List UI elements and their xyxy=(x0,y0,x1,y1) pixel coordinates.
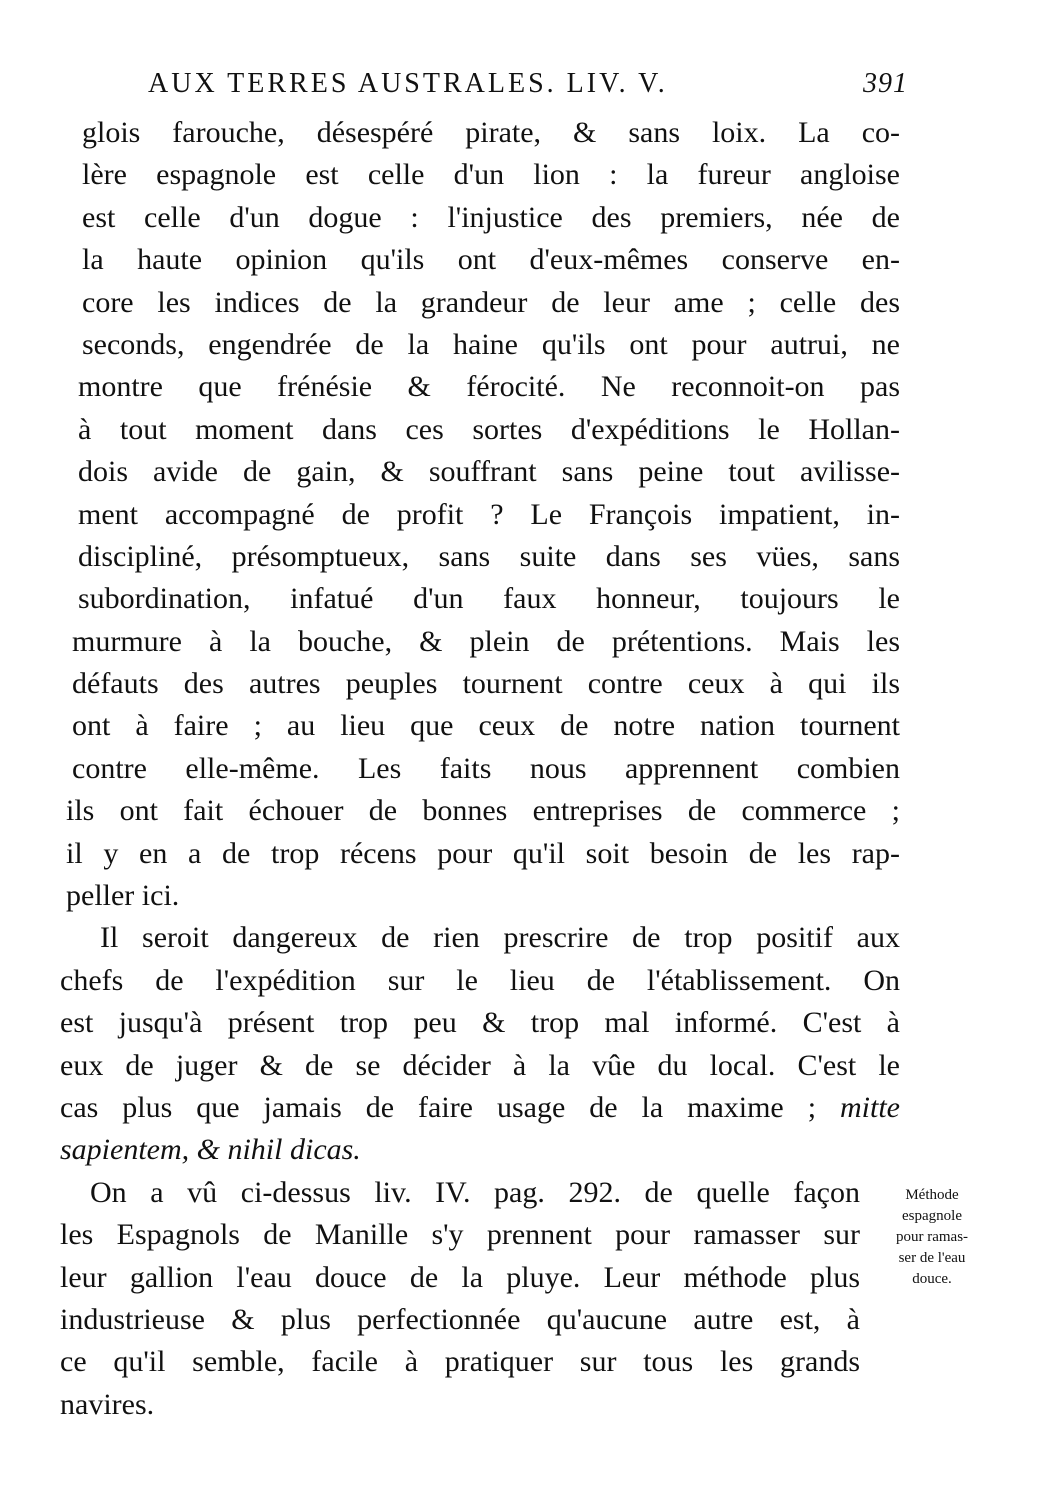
text-line: ils ont fait échouer de bonnes entreprises de commerce ; xyxy=(66,794,900,828)
margin-note-line: Méthode xyxy=(905,1187,959,1203)
text-line: dois avide de gain, & souffrant sans peine tout avilisse- xyxy=(78,455,900,489)
text-line: On a vû ci-dessus liv. IV. pag. 292. de quelle façon xyxy=(90,1175,860,1209)
text-line: seconds, engendrée de la haine qu'ils ont pour autrui, ne xyxy=(82,327,900,361)
text-line: est jusqu'à présent trop peu & trop mal informé. C'est à xyxy=(60,1006,900,1040)
paragraph-2 xyxy=(60,917,900,1171)
text-line: industrieuse & plus perfectionnée qu'aucune autre est, à xyxy=(60,1302,860,1336)
text-line: glois farouche, désespéré pirate, & sans loix. La co- xyxy=(82,116,900,149)
text-line: chefs de l'expédition sur le lieu de l'établissement. On xyxy=(60,963,900,997)
margin-note-line: pour ramas- xyxy=(895,1229,969,1245)
text-line: leur gallion l'eau douce de la pluye. Leur méthode plus xyxy=(60,1260,860,1294)
running-title: AUX TERRES AUSTRALES. LIV. V. xyxy=(148,68,668,99)
text-line: contre elle-même. Les faits nous apprennent combien xyxy=(72,751,900,785)
maxim-start: mitte xyxy=(840,1090,900,1124)
text-line: eux de juger & de se décider à la vûe du local. C'est le xyxy=(60,1048,900,1082)
text-line: il y en a de trop récens pour qu'il soit besoin de les rap- xyxy=(66,836,900,870)
paragraph-1 xyxy=(60,112,900,917)
text-line: lère espagnole est celle d'un lion : la fureur angloise xyxy=(82,158,900,192)
text-line: défauts des autres peuples tournent contre ceux à qui ils xyxy=(72,667,900,701)
margin-note-line: douce. xyxy=(912,1271,952,1287)
text-run: cas plus que jamais de faire usage de la maxime ; xyxy=(60,1090,817,1124)
main-text xyxy=(60,112,900,1426)
text-line: ment accompagné de profit ? Le François impatient, in- xyxy=(78,497,900,531)
text-line: est celle d'un dogue : l'injustice des premiers, née de xyxy=(82,200,900,234)
text-line: peller ici. xyxy=(66,879,180,913)
maxim-end: sapientem, & nihil dicas. xyxy=(60,1133,361,1167)
margin-note-line: espagnole xyxy=(902,1208,962,1224)
text-line: ont à faire ; au lieu que ceux de notre nation tournent xyxy=(72,709,900,743)
page-header xyxy=(148,62,908,106)
text-line: discipliné, présomptueux, sans suite dans ses vües, sans xyxy=(78,539,900,573)
text-line: la haute opinion qu'ils ont d'eux-mêmes conserve en- xyxy=(82,243,900,277)
text-line: navires. xyxy=(60,1387,155,1421)
text-line: core les indices de la grandeur de leur ame ; celle des xyxy=(82,285,900,319)
margin-note-line: ser de l'eau xyxy=(898,1250,966,1266)
margin-note xyxy=(872,1185,992,1290)
text-line: à tout moment dans ces sortes d'expéditions le Hollan- xyxy=(78,412,900,446)
page-number: 391 xyxy=(863,68,908,99)
text-line xyxy=(60,1087,900,1129)
paragraph-3 xyxy=(60,1172,860,1426)
text-line: montre que frénésie & férocité. Ne reconnoit-on pas xyxy=(78,370,900,404)
text-line: ce qu'il semble, facile à pratiquer sur tous les grands xyxy=(60,1345,860,1379)
text-line: subordination, infatué d'un faux honneur, toujours le xyxy=(78,582,900,616)
text-line: murmure à la bouche, & plein de prétentions. Mais les xyxy=(72,624,900,658)
text-line: Il seroit dangereux de rien prescrire de trop positif aux xyxy=(100,921,900,955)
text-line: les Espagnols de Manille s'y prennent pour ramasser sur xyxy=(60,1218,860,1252)
